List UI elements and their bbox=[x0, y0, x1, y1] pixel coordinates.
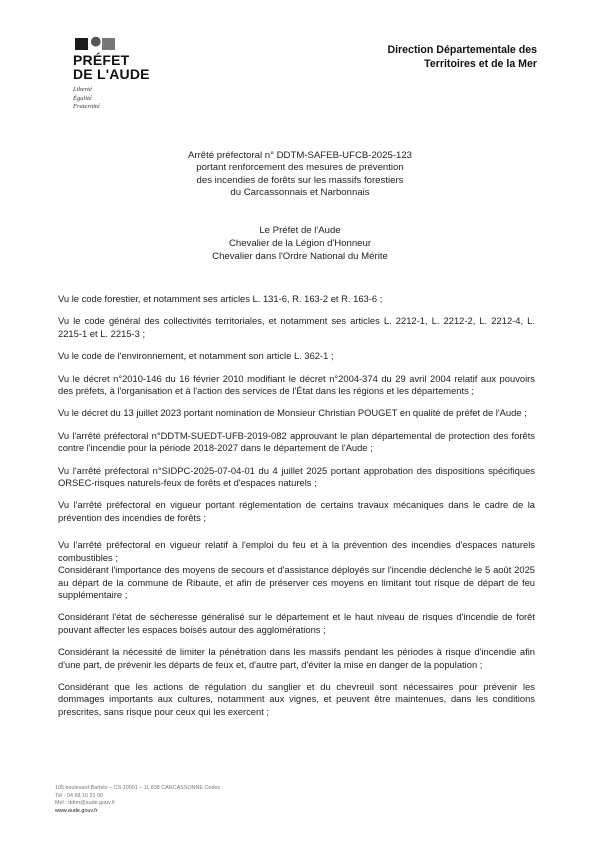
footer-phone: Tél : 04 68 10 31 00 bbox=[55, 792, 103, 799]
issuing-direction bbox=[387, 44, 537, 71]
prefet-line: Chevalier dans l'Ordre National du Mérite bbox=[212, 251, 388, 262]
considerant-paragraph: Considérant l'état de sécheresse généralisé sur le département et le haut niveau de risques d'incendie de forêt pouvant affecter les espaces boisés autour des agglomérations ; bbox=[58, 611, 535, 635]
motto-fraternite: Fraternité bbox=[73, 103, 100, 110]
motto-liberte: Liberté bbox=[73, 86, 92, 93]
motto-egalite: Égalité bbox=[73, 94, 92, 102]
decree-body bbox=[58, 293, 535, 718]
republic-motto bbox=[73, 86, 183, 112]
considerant-paragraph: Considérant que les actions de régulation du sanglier et du chevreuil sont nécessaires pour prévenir les dommages importants aux cultures, notamment aux vignes, et peuvent être maintenues, dans les conditions prescrites, sans risque pour ceux qui les exercent ; bbox=[58, 680, 535, 717]
prefecture-name bbox=[73, 53, 183, 81]
prefet-block bbox=[100, 224, 500, 263]
page-footer bbox=[55, 785, 220, 815]
direction-line-1: Direction Départementale des bbox=[387, 44, 537, 56]
decree-title bbox=[100, 150, 500, 199]
vu-paragraph: Vu le décret du 13 juillet 2023 portant nomination de Monsieur Christian POUGET en qualité de préfet de l'Aude ; bbox=[58, 407, 527, 419]
prefet-line: Le Préfet de l'Aude bbox=[259, 225, 341, 236]
prefecture-logo bbox=[73, 36, 183, 112]
prefecture-name-line-2: DE L'AUDE bbox=[73, 66, 150, 82]
vu-paragraph: Vu l'arrêté préfectoral en vigueur portant réglementation de certains travaux mécaniques dans le cadre de la prévention des incendies de forêts ; bbox=[58, 499, 535, 523]
footer-website: www.aude.gouv.fr bbox=[55, 807, 98, 814]
vu-paragraph: Vu l'arrêté préfectoral n°SIDPC-2025-07-04-01 du 4 juillet 2025 portant approbation des dispositions spécifiques ORSEC-risques naturels-feux de forêts et d'espaces naturels ; bbox=[58, 464, 535, 489]
title-line: du Carcassonnais et Narbonnais bbox=[230, 186, 370, 198]
vu-paragraph: Vu l'arrêté préfectoral n°DDTM-SUEDT-UFB-2019-082 approuvant le plan départemental de protection des forêts contre l'incendie pour la période 2018-2027 dans le département de l'Aude ; bbox=[58, 429, 535, 454]
prefecture-name-line-1: PRÉFET bbox=[73, 52, 130, 68]
considerant-paragraph: Considérant la nécessité de limiter la pénétration dans les massifs pendant les périodes à risque d'incendie afin d'une part, de prévenir les départs de feux et, d'autre part, d'éviter la mise en danger de la population ; bbox=[58, 646, 535, 670]
footer-address: 105 boulevard Barbès – CS 10001 – 11 838 CARCASSONNE Cedex bbox=[55, 785, 221, 791]
title-line: Arrêté préfectoral n° DDTM-SAFEB-UFCB-2025-123 bbox=[187, 150, 413, 161]
vu-paragraph: Vu le code général des collectivités territoriales, et notamment ses articles L. 2212-1, L. 2212-2, L. 2212-4, L. 2215-1 et L. 2215-3 ; bbox=[58, 315, 535, 339]
title-line: des incendies de forêts sur les massifs forestiers bbox=[196, 174, 404, 186]
vu-paragraph: Vu l'arrêté préfectoral en vigueur relatif à l'emploi du feu et à la prévention des incendies d'espaces naturels combustibles ; bbox=[58, 539, 535, 563]
considerant-paragraph: Considérant l'importance des moyens de secours et d'assistance déployés sur l'incendie déclenché le 5 août 2025 au départ de la commune de Ribaute, et afin de préserver ces moyens en limitant tout risque de départ de feu supplémentaire ; bbox=[58, 564, 535, 600]
prefet-line: Chevalier de la Légion d'Honneur bbox=[228, 238, 372, 249]
direction-line-2: Territoires et de la Mer bbox=[424, 57, 537, 70]
vu-paragraph: Vu le décret n°2010-146 du 16 février 2010 modifiant le décret n°2004-374 du 29 avril 2004 relatif aux pouvoirs des préfets, à l'organisation et à l'action des services de l'État dans les régions et les départements ; bbox=[58, 372, 535, 397]
vu-paragraph: Vu le code forestier, et notamment ses articles L. 131-6, R. 163-2 et R. 163-6 ; bbox=[58, 293, 383, 304]
marianne-emblem-icon bbox=[75, 36, 115, 50]
vu-paragraph: Vu le code de l'environnement, et notamment son article L. 362-1 ; bbox=[58, 350, 334, 362]
title-line: portant renforcement des mesures de prévention bbox=[196, 162, 404, 174]
footer-email: Mél : ddtm@aude.gouv.fr bbox=[55, 800, 116, 807]
